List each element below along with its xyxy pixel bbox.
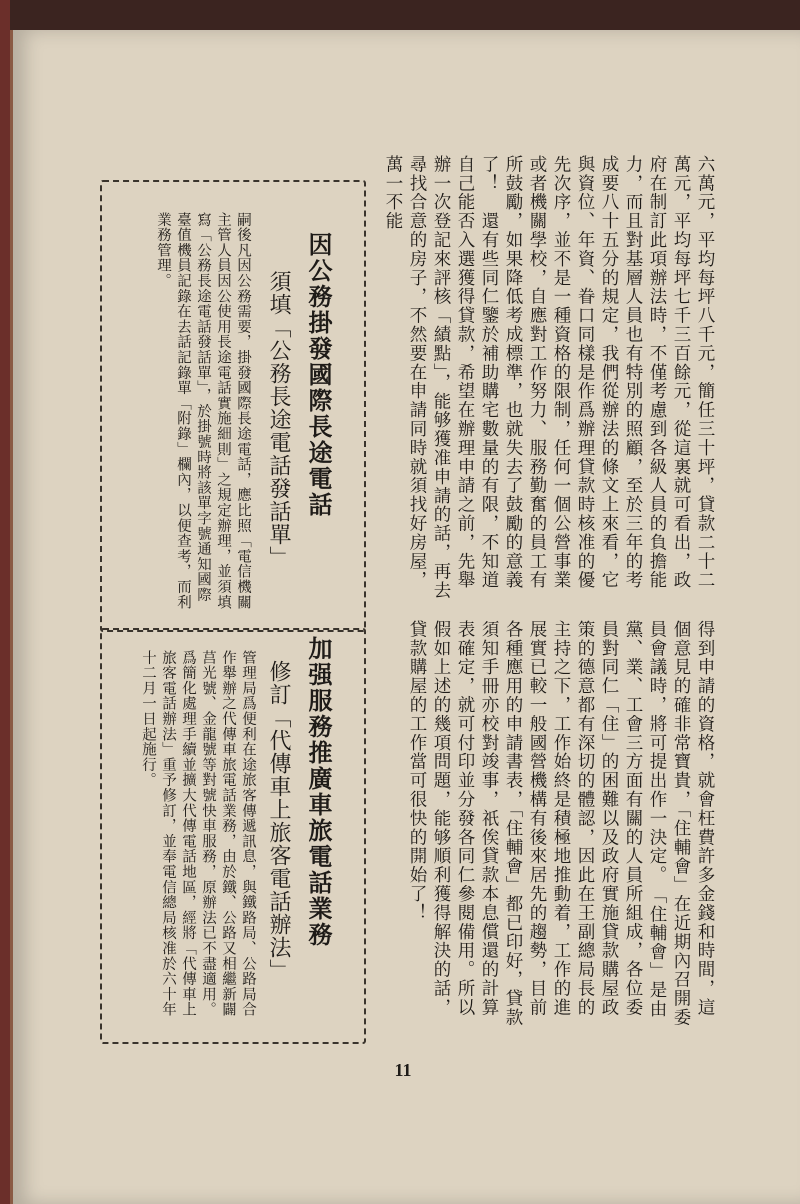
notice-body-phone: 嗣後凡因公務需要，掛發國際長途電話，應比照「電信機關主管人員因公使用長途電話實施細則」之規定辦理，並須填寫「公務長途電話發話單」，於掛號時將該單字號通知國際臺值機員記錄在去話記錄單「附錄」欄內，以便查考，而利業務管理。 — [155, 212, 251, 610]
book-spine — [0, 0, 10, 1204]
page-number: 11 — [394, 1060, 412, 1080]
notice-body-train: 管理局爲便利在途旅客傳遞訊息，與鐵路局、公路局合作舉辦之代傳車旅電話業務，由於鐵、公路又相繼新闢莒光號、金龍號等對號快車服務，原辦法已不盡適用。爲簡化處理手續並擴大代傳電話地區，經將「代傳車上旅客電話辦法」重予修訂，並奉電信總局核准於六十年十二月一日起施行。 — [140, 650, 256, 1018]
article-lower-column: 得到申請的資格，就會枉費許多金錢和時間，這個意見的確非常寶貴，「住輔會」在近期內召開委員會議時，將可提出作一決定。 「住輔會」是由黨、業、工會三方面有關的人員所組成，各位委員對同仁「住」的困難以及政府實施貸款購屋政策的德意都有深切的體認，因此在王副總局長的主持之下，工作始終是積極地推動着，工作的進展實已較一般國營機構有後來居先的趨勢，目前各種應用的申請書表，「住輔會」都已印好，貸款須知手冊亦校對竣事，祇俟貸款本息償還的計算表確定，就可付印並分發各同仁參閱備用。所以假如上述的幾項問題，能够順利獲得解決的話，貸款購屋的工作當可很快的開始了！ — [407, 620, 715, 1028]
notice-title-phone: 因公務掛發國際長途電話 — [304, 232, 333, 518]
notice-subtitle-train: 修訂「代傳車上旅客電話辦法」 — [266, 660, 291, 982]
book-top-edge — [10, 0, 800, 30]
notice-title-train: 加强服務推廣車旅電話業務 — [304, 636, 333, 948]
article-upper-column: 六萬元，平均每坪八千元，簡任三十坪，貸款二十二萬元，平均每坪七千三百餘元，從這裏就可看出，政府在制訂此項辦法時，不僅考慮到各級人員的負擔能力，而且對基層人員也有特別的照顧，至於三年的考成要八十五分的規定，我們從辦法的條文上來看，它與資位、年資、眷口同樣是作爲辦理貸款時核准的優先次序，並不是一種資格的限制，任何一個公營事業或者機關學校，自應對工作努力、服務勤奮的員工有所鼓勵，如果降低考成標準，也就失去了鼓勵的意義了！ 還有些同仁鑒於補助購宅數量的有限，不知道自己能否入選獲得貸款，希望在辦理申請之前，先舉辦一次登記來評核「績點」，能够獲准申請的話，再去尋找合意的房子，不然要在申請同時就須找好房屋，萬一不能 — [383, 155, 715, 600]
notice-subtitle-phone: 須填「公務長途電話發話單」 — [266, 270, 291, 569]
